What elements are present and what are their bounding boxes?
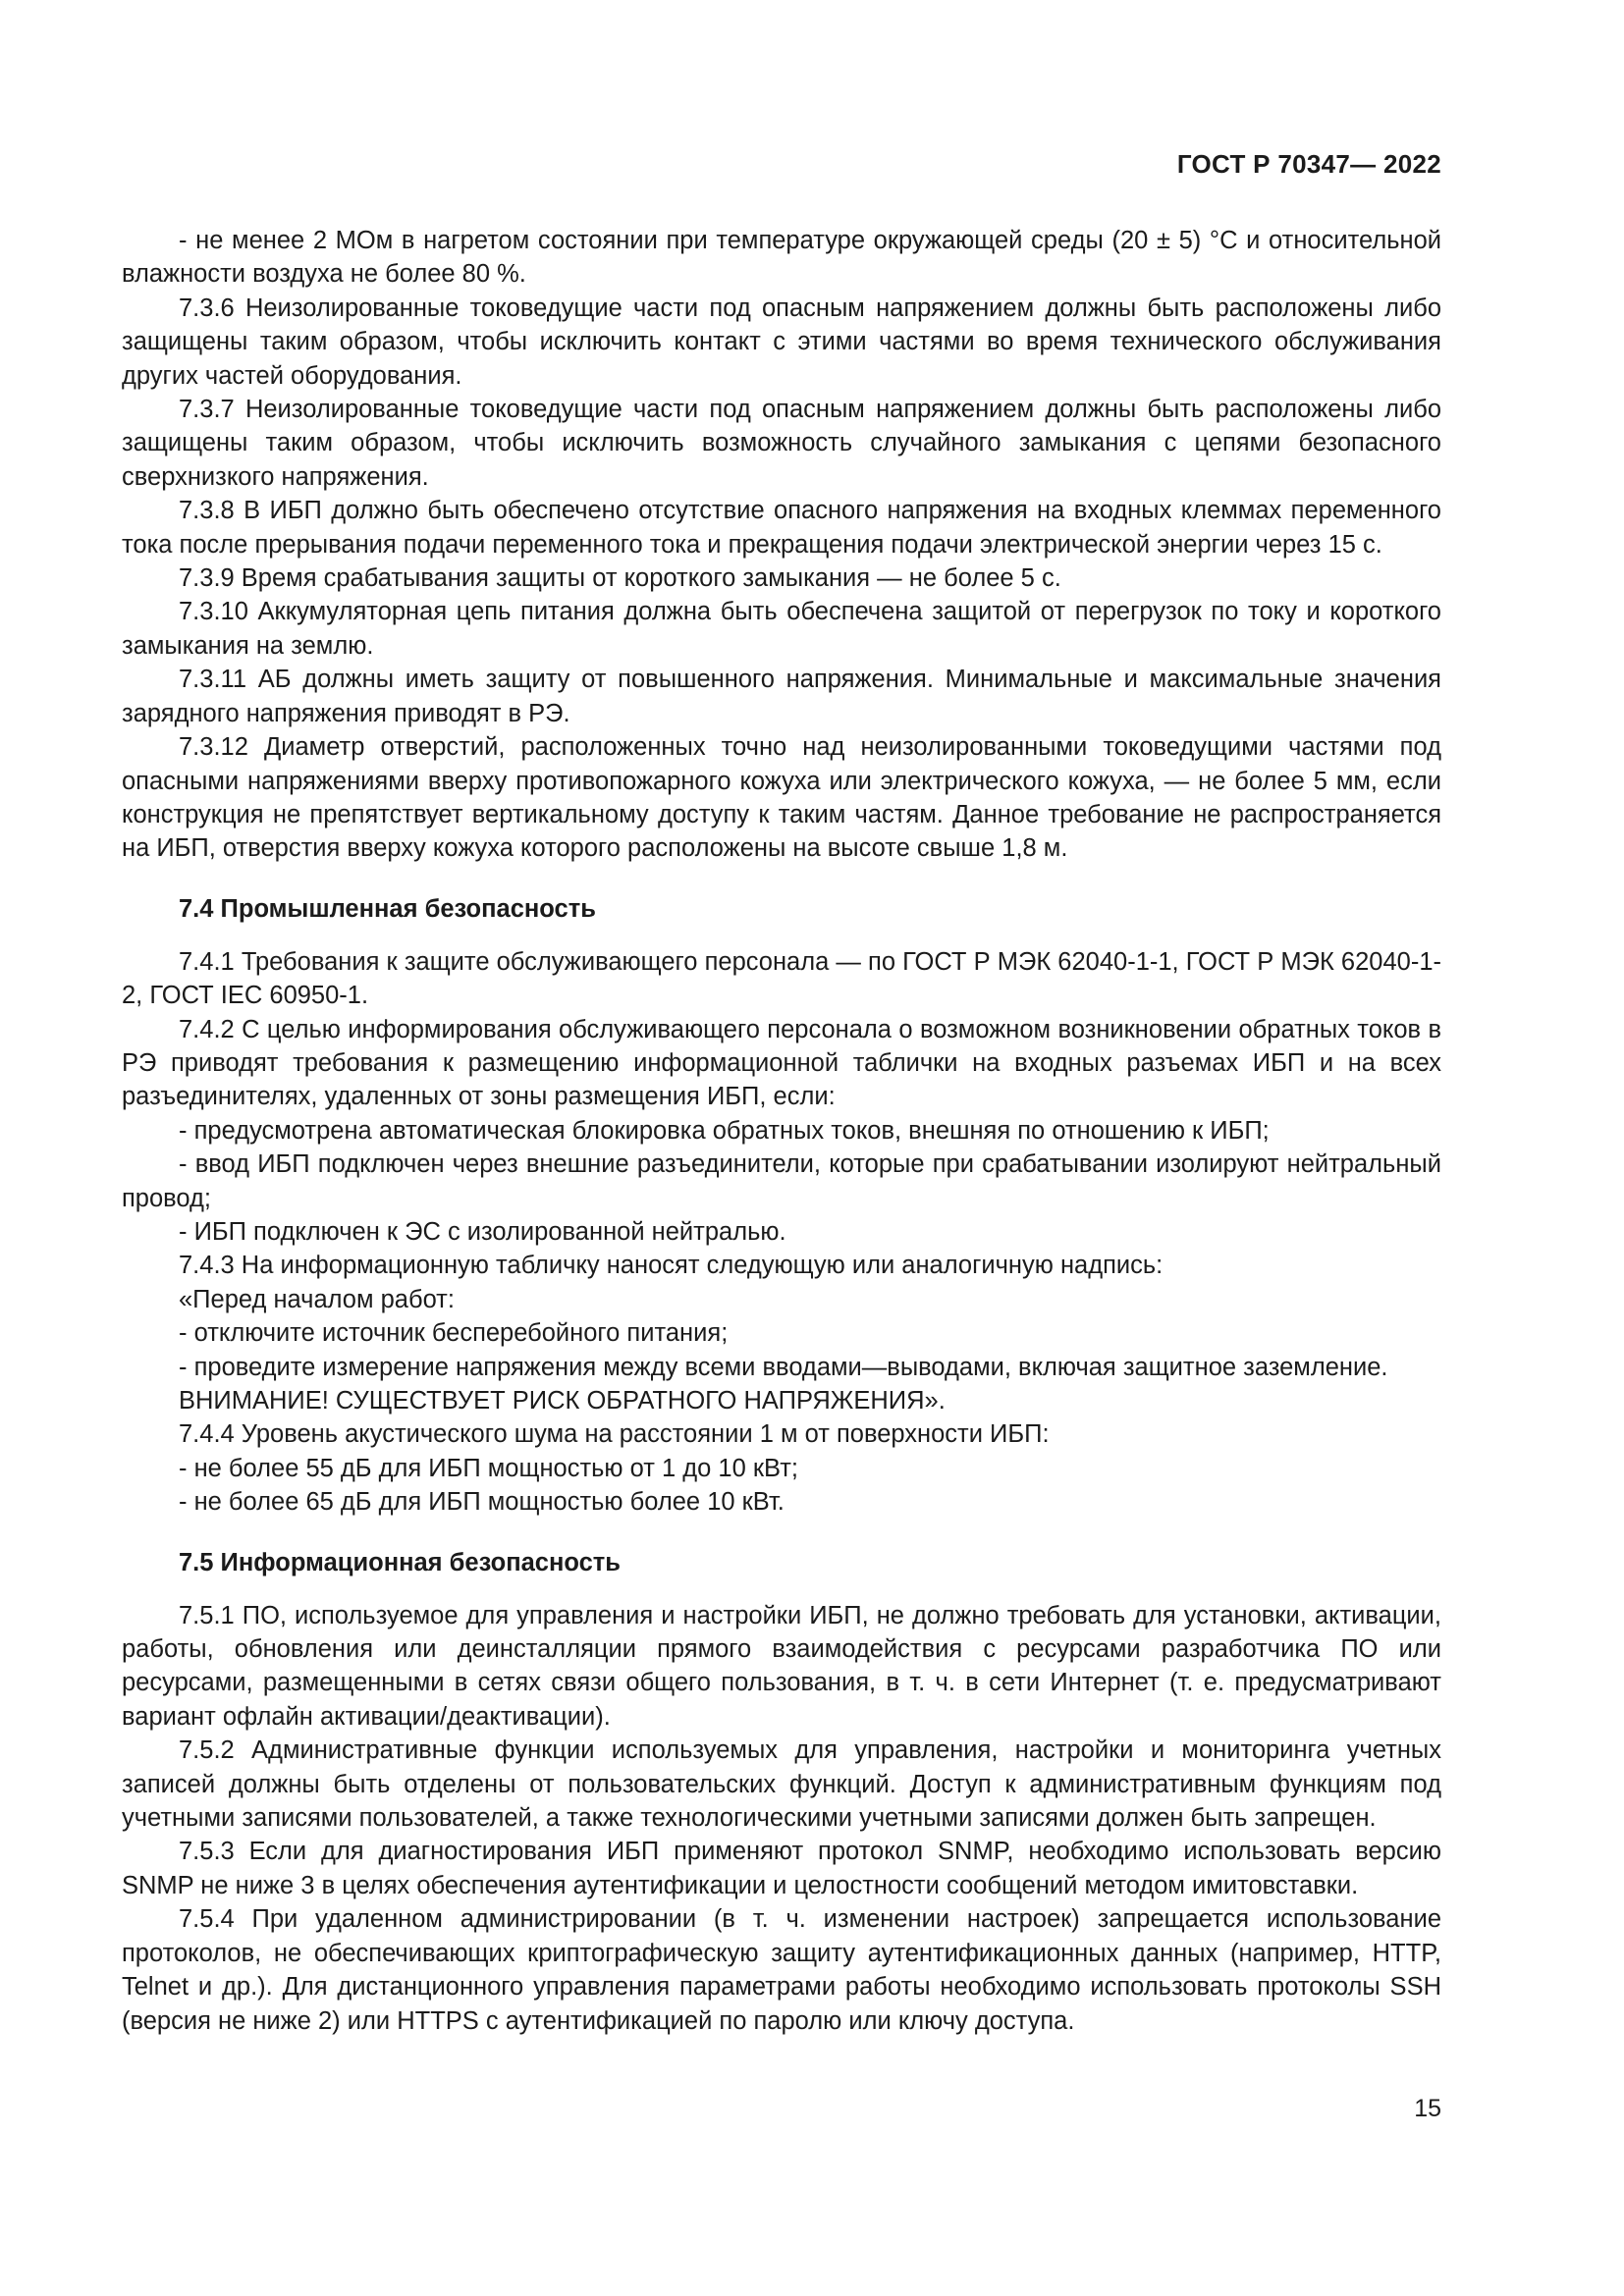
clause-7-4-2: 7.4.2 С целью информирования обслуживающего персонала о возможном возникновении обратных токов в РЭ приводят требования к размещению информационной таблички на входных разъемах ИБП и на всех разъединителях, удаленных от зоны размещения ИБП, если: — [122, 1015, 1441, 1111]
list-item: - ввод ИБП подключен через внешние разъединители, которые при срабатывании изолируют нейтральный провод; — [122, 1150, 1441, 1212]
document-code-header: ГОСТ Р 70347— 2022 — [1176, 149, 1441, 179]
list-item: - не более 55 дБ для ИБП мощностью от 1 до 10 кВт; — [179, 1454, 798, 1482]
clause-7-3-8: 7.3.8 В ИБП должно быть обеспечено отсутствие опасного напряжения на входных клеммах переменного тока после прерывания подачи переменного тока и прекращения подачи электрической энергии через 15 с. — [122, 497, 1441, 559]
clause-7-3-11: 7.3.11 АБ должны иметь защиту от повышенного напряжения. Минимальные и максимальные значения зарядного напряжения приводят в РЭ. — [122, 666, 1441, 727]
paragraph: - не менее 2 МОм в нагретом состоянии при температуре окружающей среды (20 ± 5) °С и относительной влажности воздуха не более 80 %. — [122, 227, 1441, 289]
notice-warning: ВНИМАНИЕ! СУЩЕСТВУЕТ РИСК ОБРАТНОГО НАПРЯЖЕНИЯ». — [179, 1387, 946, 1415]
document-body — [122, 224, 1441, 2038]
clause-7-3-9: 7.3.9 Время срабатывания защиты от короткого замыкания — не более 5 с. — [179, 564, 1061, 593]
clause-7-3-10: 7.3.10 Аккумуляторная цепь питания должна быть обеспечена защитой от перегрузок по току и короткого замыкания на землю. — [122, 598, 1441, 660]
clause-7-4-3: 7.4.3 На информационную табличку наносят следующую или аналогичную надпись: — [179, 1252, 1164, 1280]
clause-7-3-7: 7.3.7 Неизолированные токоведущие части под опасным напряжением должны быть расположены либо защищены таким образом, чтобы исключить возможность случайного замыкания с цепями безопасного сверхнизкого напряжения. — [122, 396, 1441, 491]
clause-7-3-6: 7.3.6 Неизолированные токоведущие части под опасным напряжением должны быть расположены либо защищены таким образом, чтобы исключить контакт с этими частями во время технического обслуживания других частей оборудования. — [122, 294, 1441, 390]
section-heading-7-5: 7.5 Информационная безопасность — [179, 1548, 621, 1576]
section-heading-7-4: 7.4 Промышленная безопасность — [179, 894, 596, 923]
list-item: - отключите источник бесперебойного питания; — [179, 1319, 729, 1348]
clause-7-4-1: 7.4.1 Требования к защите обслуживающего персонала — по ГОСТ Р МЭК 62040-1-1, ГОСТ Р МЭК 62040-1-2, ГОСТ IEC 60950-1. — [122, 947, 1441, 1010]
clause-7-5-1: 7.5.1 ПО, используемое для управления и настройки ИБП, не должно требовать для установки, активации, работы, обновления или деинсталляции прямого взаимодействия с ресурсами разработчика ПО или ресурсами, размещенными в сетях связи общего пользования, в т. ч. в сети Интернет (т. е. предусматривают вариант офлайн активации/деактивации). — [122, 1601, 1441, 1731]
notice-text: «Перед началом работ: — [179, 1285, 455, 1313]
clause-7-5-2: 7.5.2 Административные функции используемых для управления, настройки и мониторинга учетных записей должны быть отделены от пользовательских функций. Доступ к административным функциям под учетными записями пользователей, а также технологическими учетными записями должен быть запрещен. — [122, 1736, 1441, 1833]
list-item: - предусмотрена автоматическая блокировка обратных токов, внешняя по отношению к ИБП; — [179, 1116, 1270, 1145]
clause-7-5-3: 7.5.3 Если для диагностирования ИБП применяют протокол SNMP, необходимо использовать версию SNMP не ниже 3 в целях обеспечения аутентификации и целостности сообщений методом имитовставки. — [122, 1838, 1441, 1899]
clause-7-4-4: 7.4.4 Уровень акустического шума на расстоянии 1 м от поверхности ИБП: — [179, 1420, 1050, 1449]
page-number: 15 — [1414, 2095, 1441, 2122]
clause-7-5-4: 7.5.4 При удаленном администрировании (в т. ч. изменении настроек) запрещается использование протоколов, не обеспечивающих криптографическую защиту аутентификационных данных (например, HTTP, Telnet и др.). Для дистанционного управления параметрами работы необходимо использовать протоколы SSH (версия не ниже 2) или HTTPS с аутентификацией по паролю или ключу доступа. — [122, 1905, 1441, 2035]
clause-7-3-12: 7.3.12 Диаметр отверстий, расположенных точно над неизолированными токоведущими частями под опасными напряжениями вверху противопожарного кожуха или электрического кожуха, — не более 5 мм, если конструкция не препятствует вертикальному доступу к таким частям. Данное требование не распространяется на ИБП, отверстия вверху кожуха которого расположены на высоте свыше 1,8 м. — [122, 733, 1441, 863]
list-item: - ИБП подключен к ЭС с изолированной нейтралью. — [179, 1217, 786, 1246]
list-item: - не более 65 дБ для ИБП мощностью более 10 кВт. — [179, 1488, 785, 1517]
list-item: - проведите измерение напряжения между всеми вводами—выводами, включая защитное заземление. — [179, 1353, 1388, 1381]
